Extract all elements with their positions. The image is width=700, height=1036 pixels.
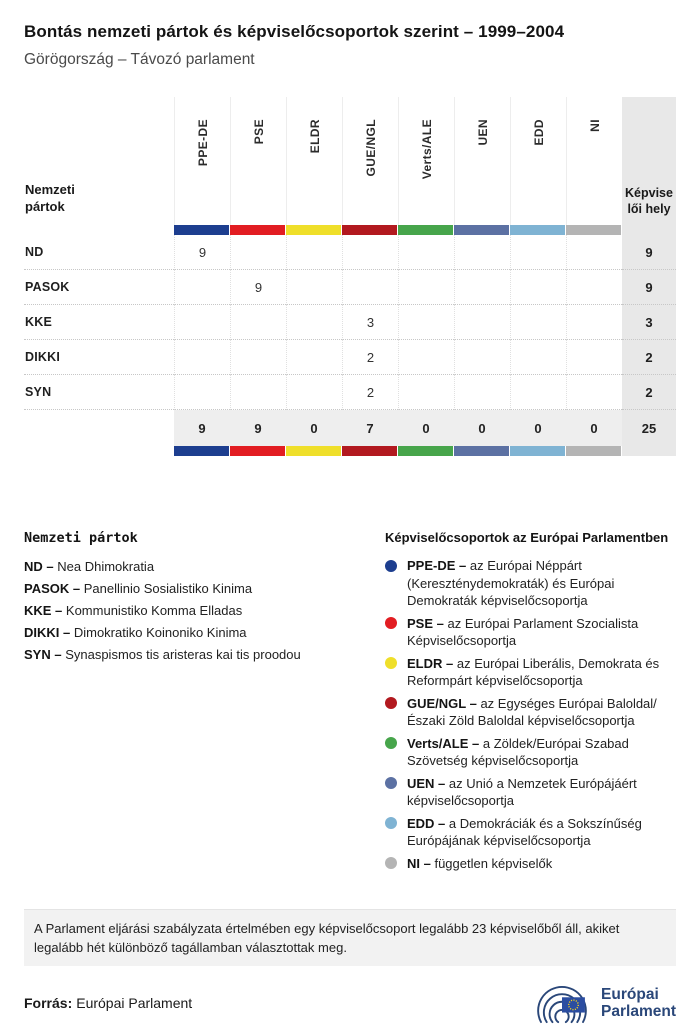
value-cell <box>342 270 398 305</box>
totals-bar-spacer <box>24 446 174 456</box>
group-color-dot <box>385 817 397 829</box>
party-abbr: DIKKI – <box>24 625 71 640</box>
eu-flag <box>562 997 585 1012</box>
group-color-dot <box>385 737 397 749</box>
row-header-label: Nemzeti pártok <box>25 182 75 214</box>
ep-logo-line1: Európai <box>601 986 659 1003</box>
group-color-bar <box>286 225 342 235</box>
group-abbr: PPE-DE – <box>407 558 467 573</box>
value-cell <box>174 305 230 340</box>
footnote: A Parlament eljárási szabályzata értelmében egy képviselőcsoport legalább 23 képviselőből áll, akiket legalább hét különböző tagállamban választottak meg. <box>24 909 676 966</box>
party-name: PASOK <box>24 270 174 305</box>
legend-group-item <box>385 815 676 850</box>
group-color-dot <box>385 657 397 669</box>
ep-logo <box>533 982 676 1024</box>
value-cell <box>510 305 566 340</box>
group-color-bar <box>174 225 230 235</box>
row-total: 9 <box>622 235 676 270</box>
row-total: 2 <box>622 375 676 410</box>
value-cell <box>566 270 622 305</box>
value-cell <box>510 340 566 375</box>
group-header <box>454 97 510 225</box>
seats-bar-cell <box>622 225 676 235</box>
value-cell <box>398 305 454 340</box>
value-cell <box>510 375 566 410</box>
group-header <box>510 97 566 225</box>
value-cell <box>454 305 510 340</box>
legend-parliament-groups <box>385 530 676 877</box>
group-color-bar <box>398 225 454 235</box>
group-header-label: GUE/NGL <box>363 119 378 177</box>
seats-header-label: Képviselői hely <box>625 186 673 216</box>
group-header <box>230 97 286 225</box>
value-cell <box>398 235 454 270</box>
value-cell <box>566 235 622 270</box>
legend-section <box>24 530 676 877</box>
value-cell <box>566 305 622 340</box>
group-abbr: GUE/NGL – <box>407 695 477 711</box>
group-description: NI – független képviselők <box>407 855 553 871</box>
value-cell <box>286 375 342 410</box>
value-cell: 2 <box>342 340 398 375</box>
value-cell <box>398 270 454 305</box>
page-subtitle: Görögország – Távozó parlament <box>24 51 255 68</box>
group-abbr: UEN – <box>407 775 446 791</box>
value-cell: 9 <box>174 235 230 270</box>
source-label: Forrás: <box>24 995 73 1011</box>
legend-parties-heading: Nemzeti pártok <box>24 530 138 546</box>
group-description: PPE-DE – az Európai Néppárt (Kereszténydemokraták) és Európai Demokraták képviselőcsoportja <box>407 558 615 608</box>
value-cell <box>174 340 230 375</box>
group-abbr: Verts/ALE – <box>407 735 480 751</box>
group-header-label: UEN <box>475 119 490 146</box>
value-cell <box>174 375 230 410</box>
party-name: ND <box>24 235 174 270</box>
bar-spacer <box>24 225 174 235</box>
value-cell <box>454 235 510 270</box>
value-cell <box>566 340 622 375</box>
source-line <box>24 995 192 1011</box>
group-color-dot <box>385 560 397 572</box>
grand-total: 25 <box>622 410 676 446</box>
party-name: KKE <box>24 305 174 340</box>
value-cell <box>398 375 454 410</box>
group-header-label: EDD <box>531 119 546 146</box>
value-cell <box>454 340 510 375</box>
totals-color-bar <box>510 446 566 456</box>
group-description: UEN – az Unió a Nemzetek Európájáért képviselőcsoportja <box>407 775 637 808</box>
group-description: ELDR – az Európai Liberális, Demokrata és Reformpárt képviselőcsoportja <box>407 655 660 688</box>
group-header <box>286 97 342 225</box>
row-total: 9 <box>622 270 676 305</box>
legend-group-item <box>385 695 676 730</box>
legend-group-item <box>385 775 676 810</box>
legend-party-item: KKE – Kommunistiko Komma Elladas <box>24 603 243 618</box>
totals-color-bar <box>174 446 230 456</box>
value-cell: 9 <box>230 270 286 305</box>
results-table <box>24 97 676 456</box>
legend-groups-heading: Képviselőcsoportok az Európai Parlamentben <box>385 530 669 545</box>
group-header <box>398 97 454 225</box>
value-cell <box>174 270 230 305</box>
group-description: PSE – az Európai Parlament Szocialista Képviselőcsoportja <box>407 615 639 648</box>
page-title: Bontás nemzeti pártok és képviselőcsoportok szerint – 1999–2004 <box>24 22 565 41</box>
value-cell <box>398 340 454 375</box>
group-color-bar <box>454 225 510 235</box>
ep-logo-line2: Parlament <box>601 1003 676 1020</box>
totals-color-bar <box>230 446 286 456</box>
group-header <box>566 97 622 225</box>
group-abbr: NI – <box>407 855 431 871</box>
totals-value: 0 <box>454 410 510 446</box>
legend-party-item: ND – Nea Dhimokratia <box>24 559 155 574</box>
source-text: Európai Parlament <box>76 995 193 1011</box>
legend-group-item <box>385 655 676 690</box>
legend-groups-list <box>385 557 676 872</box>
legend-party-item: PASOK – Panellinio Sosialistiko Kinima <box>24 581 253 596</box>
value-cell <box>230 305 286 340</box>
group-abbr: ELDR – <box>407 655 454 671</box>
party-abbr: SYN – <box>24 647 62 662</box>
group-header-label: Verts/ALE <box>419 119 434 180</box>
totals-color-bar <box>398 446 454 456</box>
group-header <box>342 97 398 225</box>
legend-national-parties <box>24 530 354 877</box>
value-cell: 3 <box>342 305 398 340</box>
value-cell <box>230 340 286 375</box>
group-header-label: PSE <box>251 119 266 145</box>
party-abbr: ND – <box>24 559 54 574</box>
group-color-dot <box>385 697 397 709</box>
value-cell <box>566 375 622 410</box>
totals-value: 0 <box>510 410 566 446</box>
value-cell <box>454 270 510 305</box>
ep-hemicycle-icon <box>533 982 591 1024</box>
totals-value: 0 <box>566 410 622 446</box>
legend-group-item <box>385 615 676 650</box>
group-description: EDD – a Demokráciák és a Sokszínűség Európájának képviselőcsoportja <box>407 815 642 848</box>
totals-value: 7 <box>342 410 398 446</box>
legend-party-item: DIKKI – Dimokratiko Koinoniko Kinima <box>24 625 247 640</box>
legend-party-item: SYN – Synaspismos tis aristeras kai tis proodou <box>24 647 301 662</box>
totals-spacer <box>24 410 174 446</box>
value-cell <box>286 270 342 305</box>
value-cell: 2 <box>342 375 398 410</box>
value-cell <box>510 270 566 305</box>
group-header-label: NI <box>587 119 602 132</box>
legend-parties-list <box>24 556 354 666</box>
value-cell <box>230 375 286 410</box>
row-header-cell <box>24 97 174 225</box>
row-total: 2 <box>622 340 676 375</box>
group-description: Verts/ALE – a Zöldek/Európai Szabad Szövetség képviselőcsoportja <box>407 735 629 768</box>
party-abbr: KKE – <box>24 603 63 618</box>
group-color-bar <box>230 225 286 235</box>
totals-color-bar <box>286 446 342 456</box>
seats-header-cell <box>622 97 676 225</box>
group-header <box>174 97 230 225</box>
totals-seats-bar <box>622 446 676 456</box>
value-cell <box>454 375 510 410</box>
party-name: DIKKI <box>24 340 174 375</box>
party-name: SYN <box>24 375 174 410</box>
legend-group-item <box>385 557 676 610</box>
group-abbr: PSE – <box>407 615 444 631</box>
party-abbr: PASOK – <box>24 581 81 596</box>
group-header-label: ELDR <box>307 119 322 154</box>
value-cell <box>342 235 398 270</box>
group-color-bar <box>566 225 622 235</box>
totals-value: 9 <box>230 410 286 446</box>
bottom-bar <box>24 982 676 1024</box>
value-cell <box>286 340 342 375</box>
group-color-dot <box>385 857 397 869</box>
group-color-bar <box>510 225 566 235</box>
totals-value: 0 <box>398 410 454 446</box>
value-cell <box>230 235 286 270</box>
group-abbr: EDD – <box>407 815 446 831</box>
legend-group-item <box>385 735 676 770</box>
totals-value: 9 <box>174 410 230 446</box>
totals-color-bar <box>454 446 510 456</box>
ep-logo-wordmark <box>601 986 676 1020</box>
row-total: 3 <box>622 305 676 340</box>
totals-color-bar <box>566 446 622 456</box>
group-header-label: PPE-DE <box>195 119 210 167</box>
value-cell <box>510 235 566 270</box>
value-cell <box>286 235 342 270</box>
group-color-bar <box>342 225 398 235</box>
group-description: GUE/NGL – az Egységes Európai Baloldal/Északi Zöld Baloldal képviselőcsoportja <box>407 695 657 728</box>
totals-color-bar <box>342 446 398 456</box>
group-color-dot <box>385 777 397 789</box>
legend-group-item <box>385 855 676 873</box>
group-color-dot <box>385 617 397 629</box>
value-cell <box>286 305 342 340</box>
totals-value: 0 <box>286 410 342 446</box>
